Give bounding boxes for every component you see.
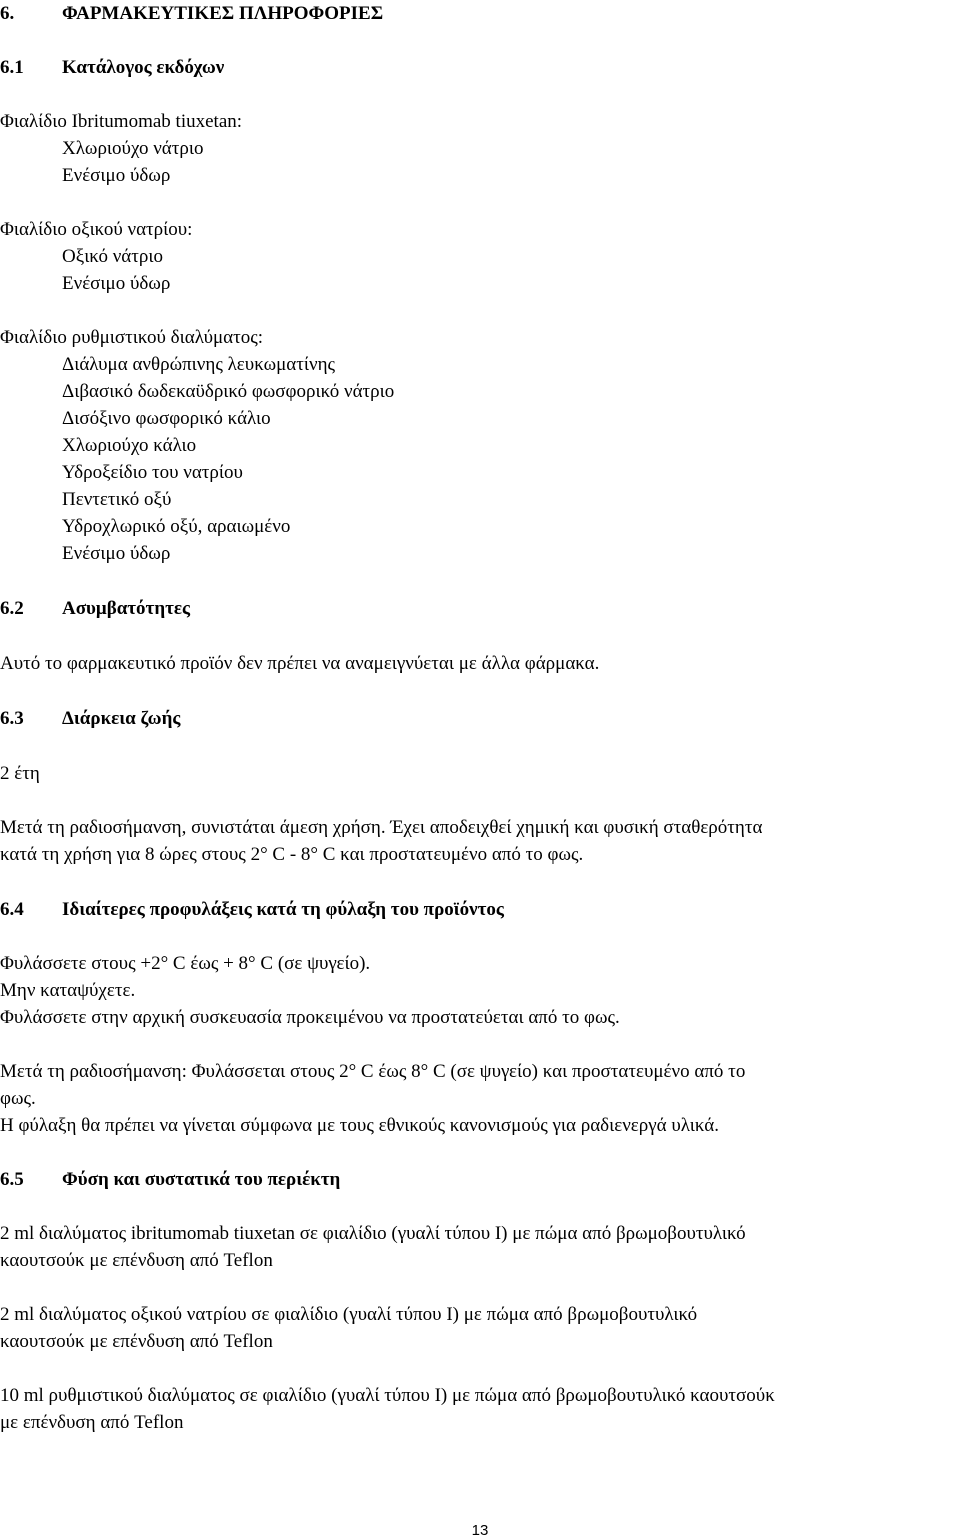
excipient-item: Υδροξείδιο του νατρίου bbox=[62, 462, 243, 483]
storage-line: Μην καταψύχετε. bbox=[0, 980, 136, 1001]
storage-line: Φυλάσσετε στους +2° C έως + 8° C (σε ψυγείο). bbox=[0, 953, 371, 974]
subsection-number-6-3: 6.3 bbox=[0, 708, 24, 729]
container-line: 2 ml διαλύματος οξικού νατρίου σε φιαλίδιο (γυαλί τύπου I) με πώμα από βρωμοβουτυλικό bbox=[0, 1304, 698, 1325]
shelf-life-value: 2 έτη bbox=[0, 763, 40, 784]
subsection-number-6-4: 6.4 bbox=[0, 899, 24, 920]
subsection-number-6-1: 6.1 bbox=[0, 57, 24, 78]
subsection-number-6-2: 6.2 bbox=[0, 598, 24, 619]
section-title: ΦΑΡΜΑΚΕΥΤΙΚΕΣ ΠΛΗΡΟΦΟΡΙΕΣ bbox=[62, 3, 384, 24]
paragraph-line: κατά τη χρήση για 8 ώρες στους 2° C - 8° C και προστατευμένο από το φως. bbox=[0, 844, 584, 865]
excipient-item: Χλωριούχο νάτριο bbox=[62, 138, 204, 159]
storage-line: Φυλάσσετε στην αρχική συσκευασία προκειμένου να προστατεύεται από το φως. bbox=[0, 1007, 620, 1028]
container-line: με επένδυση από Teflon bbox=[0, 1412, 184, 1433]
subsection-title-6-1: Κατάλογος εκδόχων bbox=[62, 57, 225, 78]
subsection-title-6-5: Φύση και συστατικά του περιέκτη bbox=[62, 1169, 341, 1190]
subsection-title-6-4: Ιδιαίτερες προφυλάξεις κατά τη φύλαξη του προϊόντος bbox=[62, 899, 504, 920]
excipient-item: Οξικό νάτριο bbox=[62, 246, 163, 267]
excipient-item: Διάλυμα ανθρώπινης λευκωματίνης bbox=[62, 354, 336, 375]
excipient-item: Υδροχλωρικό οξύ, αραιωμένο bbox=[62, 516, 291, 537]
excipient-item: Πεντετικό οξύ bbox=[62, 489, 172, 510]
storage-line: Η φύλαξη θα πρέπει να γίνεται σύμφωνα με τους εθνικούς κανονισμούς για ραδιενεργά υλικά. bbox=[0, 1115, 719, 1136]
excipient-item: Δισόξινο φωσφορικό κάλιο bbox=[62, 408, 271, 429]
excipient-group-heading: Φιαλίδιο οξικού νατρίου: bbox=[0, 219, 193, 240]
container-line: 10 ml ρυθμιστικού διαλύματος σε φιαλίδιο (γυαλί τύπου I) με πώμα από βρωμοβουτυλικό καουτσούκ bbox=[0, 1385, 775, 1406]
excipient-item: Διβασικό δωδεκαϋδρικό φωσφορικό νάτριο bbox=[62, 381, 395, 402]
excipient-item: Ενέσιμο ύδωρ bbox=[62, 543, 171, 564]
section-number: 6. bbox=[0, 3, 15, 24]
incompatibilities-text: Αυτό το φαρμακευτικό προϊόν δεν πρέπει να αναμειγνύεται με άλλα φάρμακα. bbox=[0, 653, 600, 674]
container-line: 2 ml διαλύματος ibritumomab tiuxetan σε φιαλίδιο (γυαλί τύπου I) με πώμα από βρωμοβουτυλικό bbox=[0, 1223, 746, 1244]
container-line: καουτσούκ με επένδυση από Teflon bbox=[0, 1250, 273, 1271]
subsection-number-6-5: 6.5 bbox=[0, 1169, 24, 1190]
excipient-group-heading: Φιαλίδιο ρυθμιστικού διαλύματος: bbox=[0, 327, 264, 348]
storage-line: Μετά τη ραδιοσήμανση: Φυλάσσεται στους 2° C έως 8° C (σε ψυγείο) και προστατευμένο από το bbox=[0, 1061, 746, 1082]
excipient-group-heading: Φιαλίδιο Ibritumomab tiuxetan: bbox=[0, 111, 243, 132]
storage-line: φως. bbox=[0, 1088, 36, 1109]
subsection-title-6-2: Ασυμβατότητες bbox=[62, 598, 190, 619]
container-line: καουτσούκ με επένδυση από Teflon bbox=[0, 1331, 273, 1352]
paragraph-line: Μετά τη ραδιοσήμανση, συνιστάται άμεση χρήση. Έχει αποδειχθεί χημική και φυσική σταθερότητα bbox=[0, 817, 763, 838]
excipient-item: Ενέσιμο ύδωρ bbox=[62, 273, 171, 294]
excipient-item: Χλωριούχο κάλιο bbox=[62, 435, 197, 456]
page-number: 13 bbox=[471, 1522, 489, 1539]
excipient-item: Ενέσιμο ύδωρ bbox=[62, 165, 171, 186]
subsection-title-6-3: Διάρκεια ζωής bbox=[62, 708, 181, 729]
